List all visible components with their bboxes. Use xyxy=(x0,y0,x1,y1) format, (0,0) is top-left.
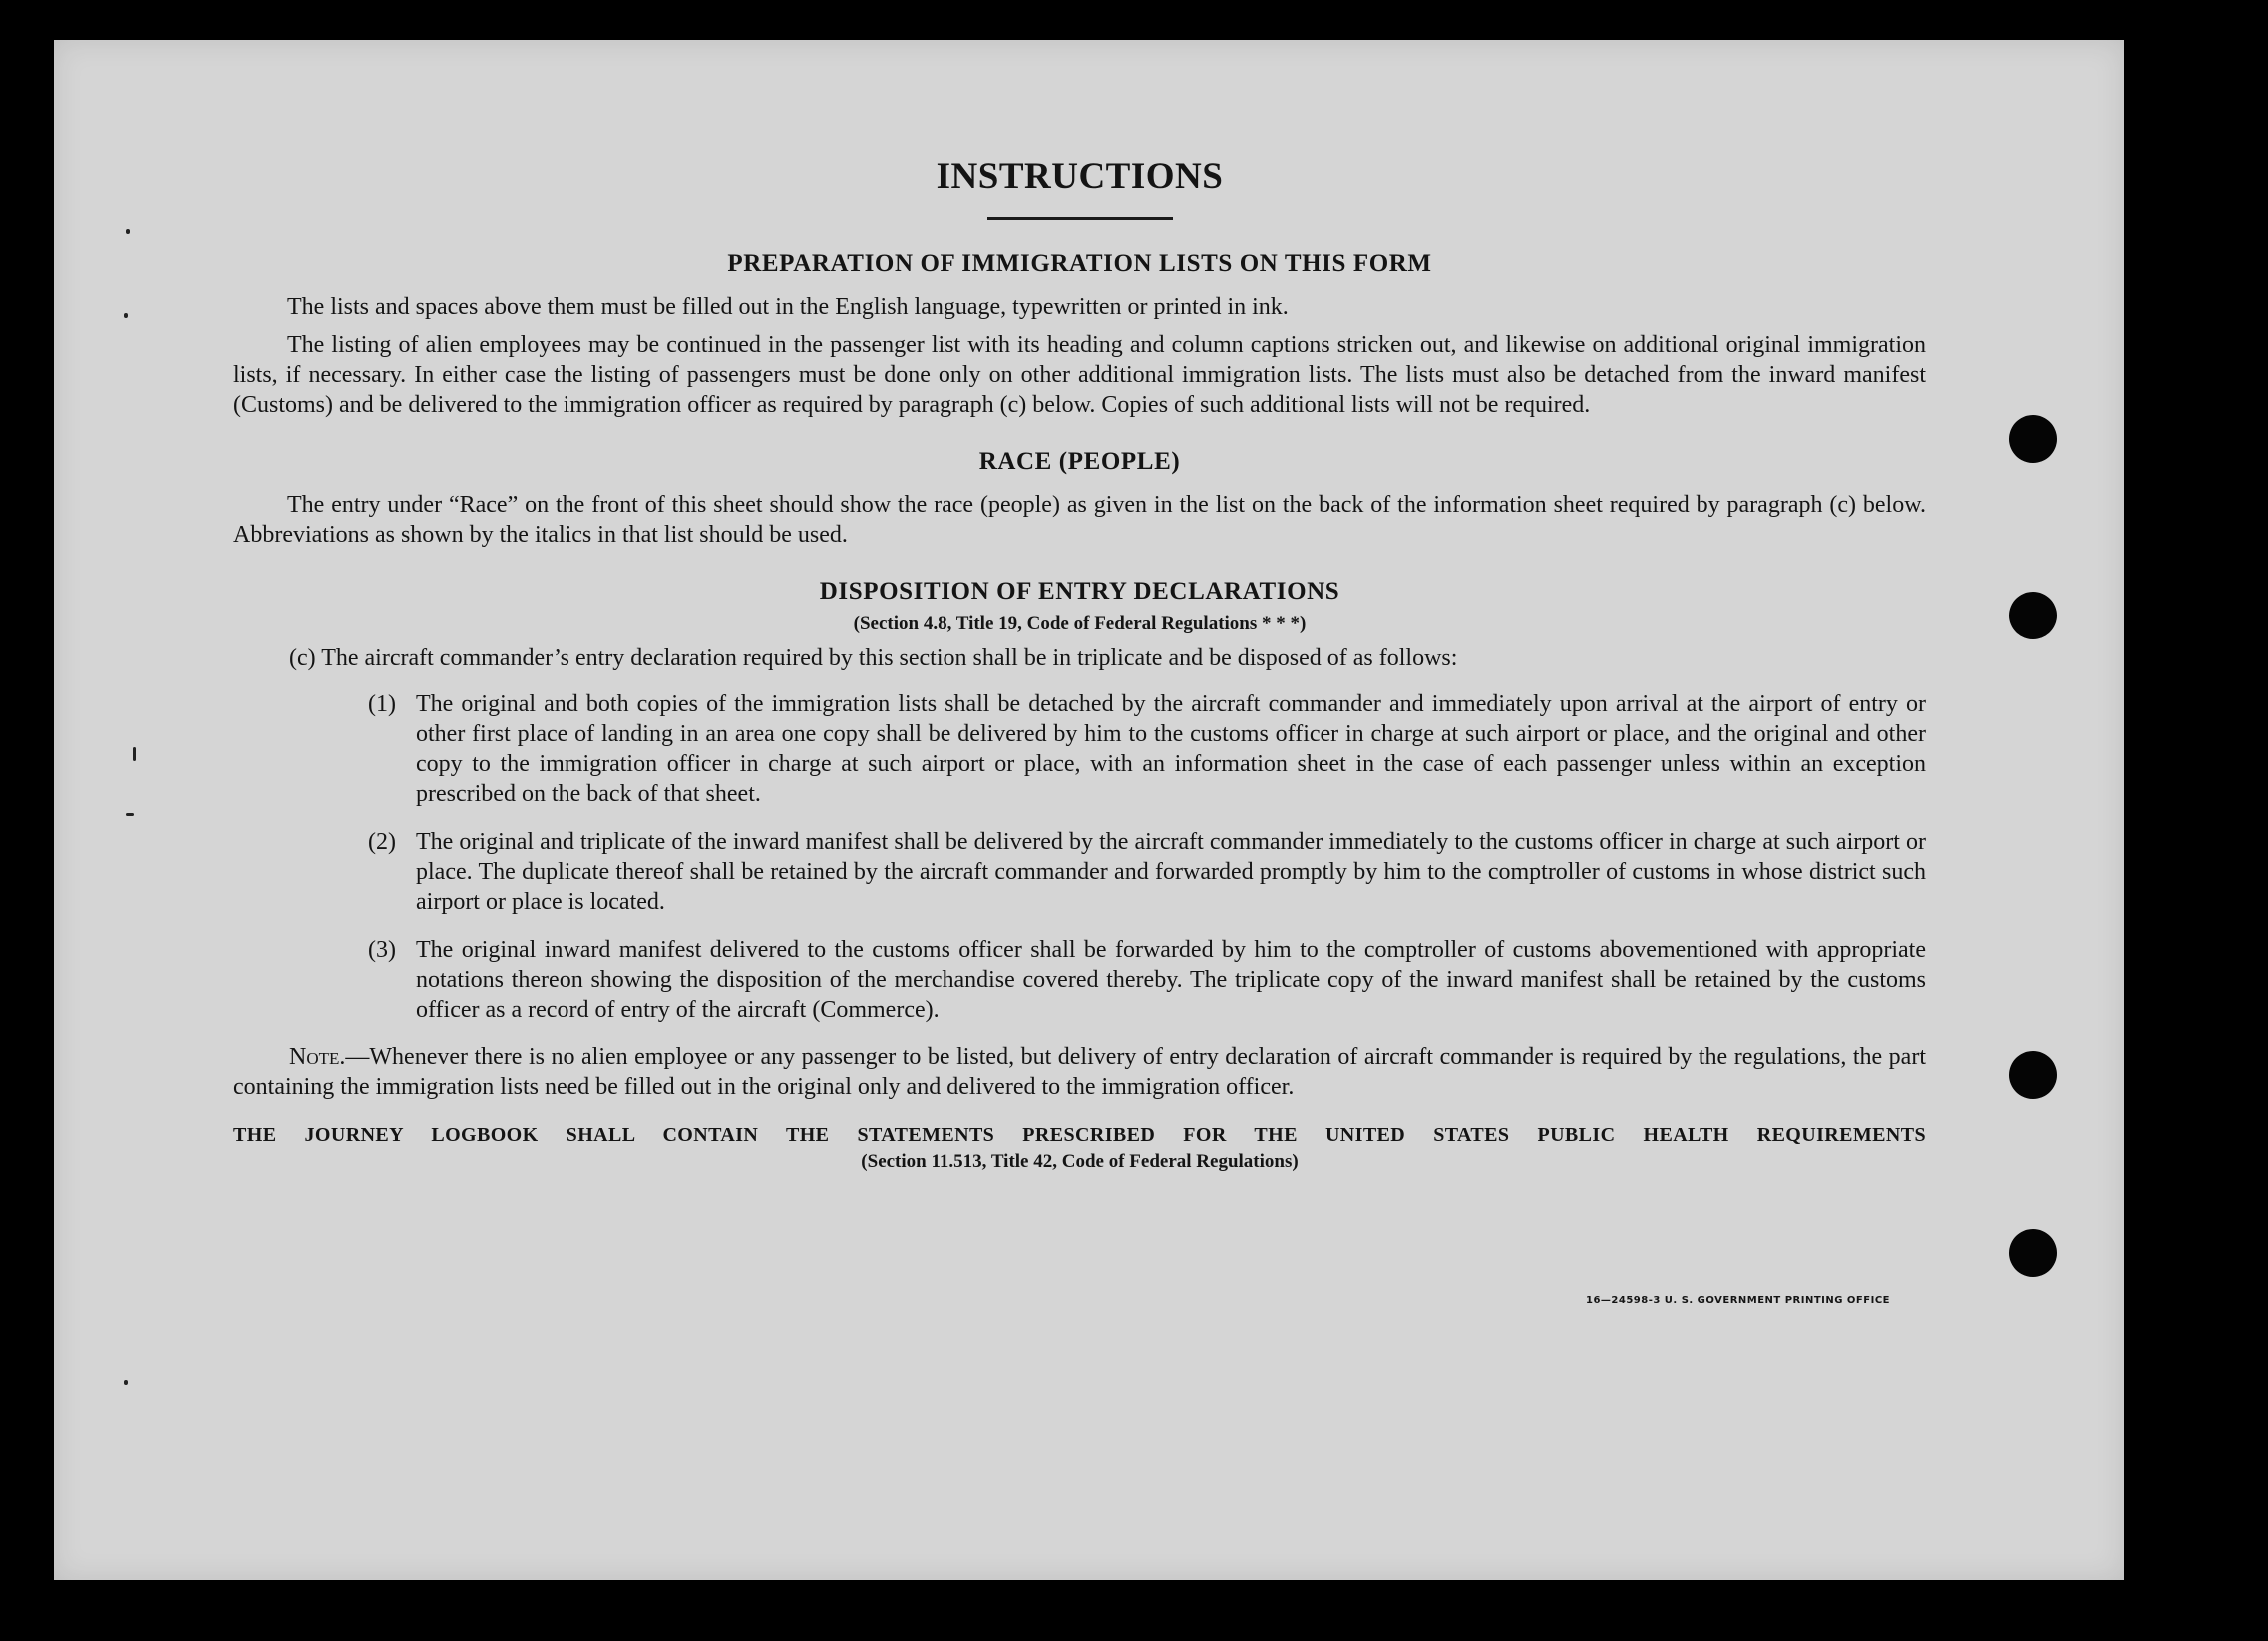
punch-hole-icon xyxy=(2009,1229,2057,1277)
preparation-paragraph-2: The listing of alien employees may be continued in the passenger list with its heading and column captions stricken out, and likewise on additional original immigration lists, if necessary. In either case the listing of passengers must be done only on other additional immigration lists. The lists must also be detached from the inward manifest (Customs) and be delivered to the immigration officer as required by paragraph (c) below. Copies of such additional lists will not be required. xyxy=(233,332,1926,418)
section-heading-race: RACE (PEOPLE) xyxy=(978,448,1181,475)
title-rule xyxy=(987,217,1173,220)
journey-logbook-statement: THE JOURNEY LOGBOOK SHALL CONTAIN THE STATEMENTS PRESCRIBED FOR THE UNITED STATES PUBLIC HEALTH REQUIREMENTS xyxy=(233,1124,1926,1146)
section-heading-disposition: DISPOSITION OF ENTRY DECLARATIONS xyxy=(819,578,1340,605)
speck-mark xyxy=(124,313,128,318)
list-item xyxy=(340,827,1926,917)
race-paragraph: The entry under “Race” on the front of this sheet should show the race (people) as given in the list on the back of the information sheet required by paragraph (c) below. Abbreviations as shown by the italics in that list should be used. xyxy=(233,492,1926,548)
list-item-text: The original and triplicate of the inward manifest shall be delivered by the aircraft commander immediately to the customs officer in charge at such airport or place. The duplicate thereof shall be retained by the aircraft commander and forwarded promptly by him to the comptroller of customs in whose district such airport or place is located. xyxy=(416,829,1926,915)
punch-hole-icon xyxy=(2009,415,2057,463)
preparation-paragraph-1: The lists and spaces above them must be filled out in the English language, typewritten or printed in ink. xyxy=(287,294,1289,320)
speck-mark xyxy=(126,229,130,234)
speck-mark xyxy=(126,813,134,816)
note-text: Whenever there is no alien employee or any passenger to be listed, but delivery of entry declaration of aircraft commander is required by the regulations, the part containing the immigration lists need be filled out in the original only and delivered to the immigration officer. xyxy=(233,1044,1926,1100)
paragraph-c xyxy=(289,643,1926,673)
list-item-number: (1) xyxy=(368,691,396,717)
list-item-text: The original and both copies of the immigration lists shall be detached by the aircraft commander and immediately upon arrival at the airport of entry or other first place of landing in an area one copy shall be delivered by him to the customs officer in charge at such airport or place, and the original and other copy to the immigration officer in charge at such airport or place, with an information sheet in the case of each passenger unless within an exception prescribed on the back of that sheet. xyxy=(416,691,1926,807)
list-item-text: The original inward manifest delivered to the customs officer shall be forwarded by him to the comptroller of customs abovementioned with appropriate notations thereon showing the disposition of the merchandise covered thereby. The triplicate copy of the inward manifest shall be retained by the customs officer as a record of entry of the aircraft (Commerce). xyxy=(416,937,1926,1023)
journey-logbook-citation: (Section 11.513, Title 42, Code of Federal Regulations) xyxy=(861,1151,1299,1172)
list-item-number: (3) xyxy=(368,937,396,963)
list-item xyxy=(340,689,1926,809)
paragraph-c-text: The aircraft commander’s entry declaration required by this section shall be in triplicate and be disposed of as follows: xyxy=(321,645,1458,671)
document-sheet xyxy=(54,40,2124,1580)
punch-hole-icon xyxy=(2009,592,2057,639)
paragraph-c-label: (c) xyxy=(289,645,316,671)
list-item xyxy=(340,935,1926,1025)
list-item-number: (2) xyxy=(368,829,396,855)
disposition-subheading: (Section 4.8, Title 19, Code of Federal Regulations * * *) xyxy=(853,614,1307,634)
page-title: INSTRUCTIONS xyxy=(936,156,1224,197)
note-label: Note.— xyxy=(289,1044,370,1070)
printing-office-code: 16—24598-3 U. S. GOVERNMENT PRINTING OFFICE xyxy=(1586,1295,1890,1306)
punch-hole-icon xyxy=(2009,1051,2057,1099)
speck-mark xyxy=(124,1380,128,1385)
section-heading-preparation: PREPARATION OF IMMIGRATION LISTS ON THIS FORM xyxy=(727,250,1432,277)
speck-mark xyxy=(133,747,136,761)
document-content xyxy=(233,115,1926,1173)
note-paragraph xyxy=(233,1042,1926,1102)
